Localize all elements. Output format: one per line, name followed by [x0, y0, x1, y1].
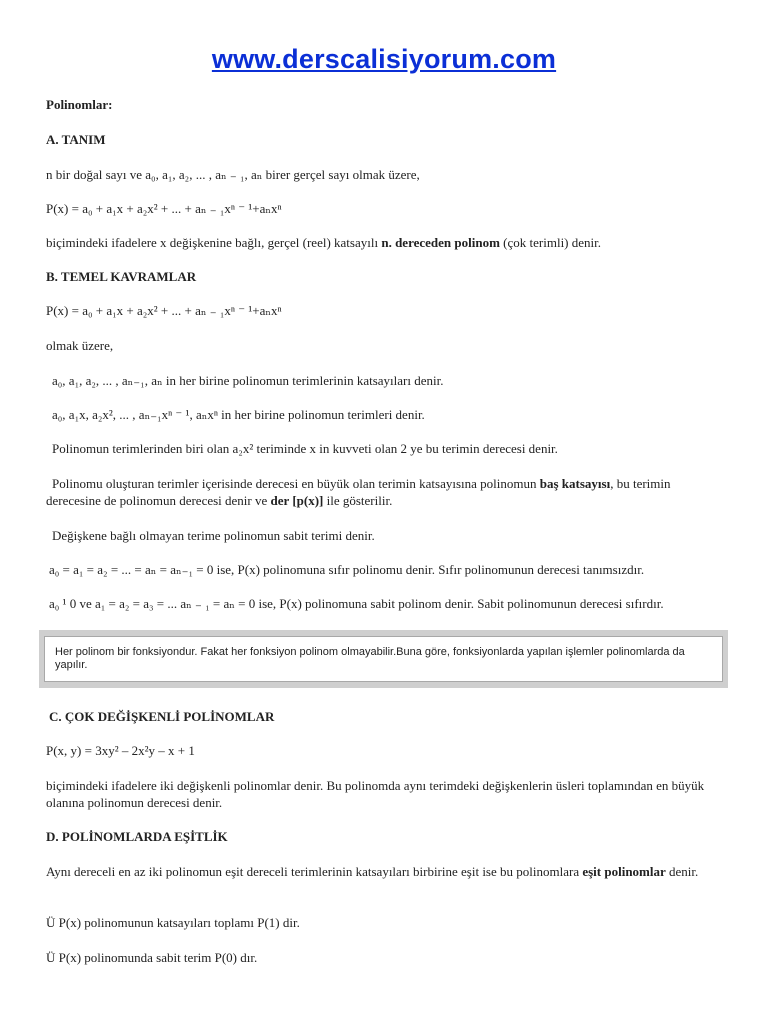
text-run-bold: eşit polinomlar: [582, 864, 666, 879]
text-run-bold: der [p(x)]: [270, 493, 324, 508]
text-run-bold: n. dereceden polinom: [381, 235, 500, 250]
note-inner: [44, 636, 723, 682]
section-b-heading: B. TEMEL KAVRAMLAR: [46, 269, 197, 284]
section-a-paragraph-1: n bir doğal sayı ve a₀, a₁, a₂, ... , aₙ ₋ ₁, aₙ birer gerçel sayı olmak üzere,: [46, 167, 420, 182]
section-d-item-2: Ü P(x) polinomunda sabit terim P(0) dır.: [46, 950, 258, 965]
section-b-paragraph-5: [46, 475, 721, 509]
text-run: , bu terimin derecesine de polinomun derecesi denir ve: [46, 476, 671, 508]
section-d-paragraph-1: [46, 863, 721, 880]
document-title: Polinomlar:: [46, 97, 113, 112]
section-b-paragraph-2: a₀, a₁, a₂, ... , aₙ₋₁, aₙ in her birine polinomun terimlerinin katsayıları denir.: [52, 373, 444, 388]
section-a-heading: A. TANIM: [46, 132, 106, 147]
text-run: Aynı dereceli en az iki polinomun eşit dereceli terimlerinin katsayıları birbirine eşit ise bu polinomlara: [46, 864, 583, 879]
section-b-paragraph-8: a₀ ¹ 0 ve a₁ = a₂ = a₃ = ... aₙ ₋ ₁ = aₙ = 0 ise, P(x) polinomuna sabit polinom denir. Sabit polinomunun derecesi sıfırdır.: [49, 596, 664, 611]
section-d-item-1: Ü P(x) polinomunun katsayıları toplamı P(1) dir.: [46, 915, 300, 930]
section-b-paragraph-1: olmak üzere,: [46, 338, 114, 353]
section-b-paragraph-6: Değişkene bağlı olmayan terime polinomun sabit terimi denir.: [52, 528, 375, 543]
section-b-paragraph-3: a₀, a₁x, a₂x², ... , aₙ₋₁xⁿ ⁻ ¹, aₙxⁿ in her birine polinomun terimleri denir.: [52, 407, 425, 422]
note-text: Her polinom bir fonksiyondur. Fakat her fonksiyon polinom olmayabilir.Buna göre, fonksiyonlarda yapılan işlemler polinomlarda da yapılır.: [55, 646, 685, 671]
text-run: denir.: [665, 864, 699, 879]
text-run: ile gösterilir.: [323, 493, 393, 508]
section-c-formula: P(x, y) = 3xy² – 2x²y – x + 1: [46, 743, 195, 758]
section-a-paragraph-2: [46, 234, 721, 251]
section-c-heading: C. ÇOK DEĞİŞKENLİ POLİNOMLAR: [49, 709, 275, 724]
text-run: biçimindeki ifadelere x değişkenine bağlı, gerçel (reel) katsayılı: [46, 235, 382, 250]
text-run: (çok terimli) denir.: [499, 235, 602, 250]
section-d-heading: D. POLİNOMLARDA EŞİTLİK: [46, 829, 228, 844]
section-b-formula: P(x) = a₀ + a₁x + a₂x² + ... + aₙ ₋ ₁xⁿ ⁻ ¹+aₙxⁿ: [46, 303, 282, 318]
section-b-paragraph-4: Polinomun terimlerinden biri olan a₂x² teriminde x in kuvveti olan 2 ye bu terimin derecesi denir.: [52, 441, 558, 456]
note-box: [39, 630, 728, 688]
text-run: Polinomu oluşturan terimler içerisinde derecesi en büyük olan terimin katsayısına polinomun: [52, 476, 540, 491]
site-link[interactable]: www.derscalisiyorum.com: [211, 44, 557, 74]
section-c-paragraph-1: biçimindeki ifadelere iki değişkenli polinomlar denir. Bu polinomda aynı terimdeki değişkenlerin üsleri toplamından en büyük olanına polinomun derecesi denir.: [46, 778, 705, 810]
text-run-bold: baş katsayısı: [539, 476, 611, 491]
section-a-formula: P(x) = a₀ + a₁x + a₂x² + ... + aₙ ₋ ₁xⁿ ⁻ ¹+aₙxⁿ: [46, 201, 282, 216]
section-b-paragraph-7: a₀ = a₁ = a₂ = ... = aₙ = aₙ₋₁ = 0 ise, P(x) polinomuna sıfır polinomu denir. Sıfır polinomunun derecesi tanımsızdır.: [49, 562, 645, 577]
